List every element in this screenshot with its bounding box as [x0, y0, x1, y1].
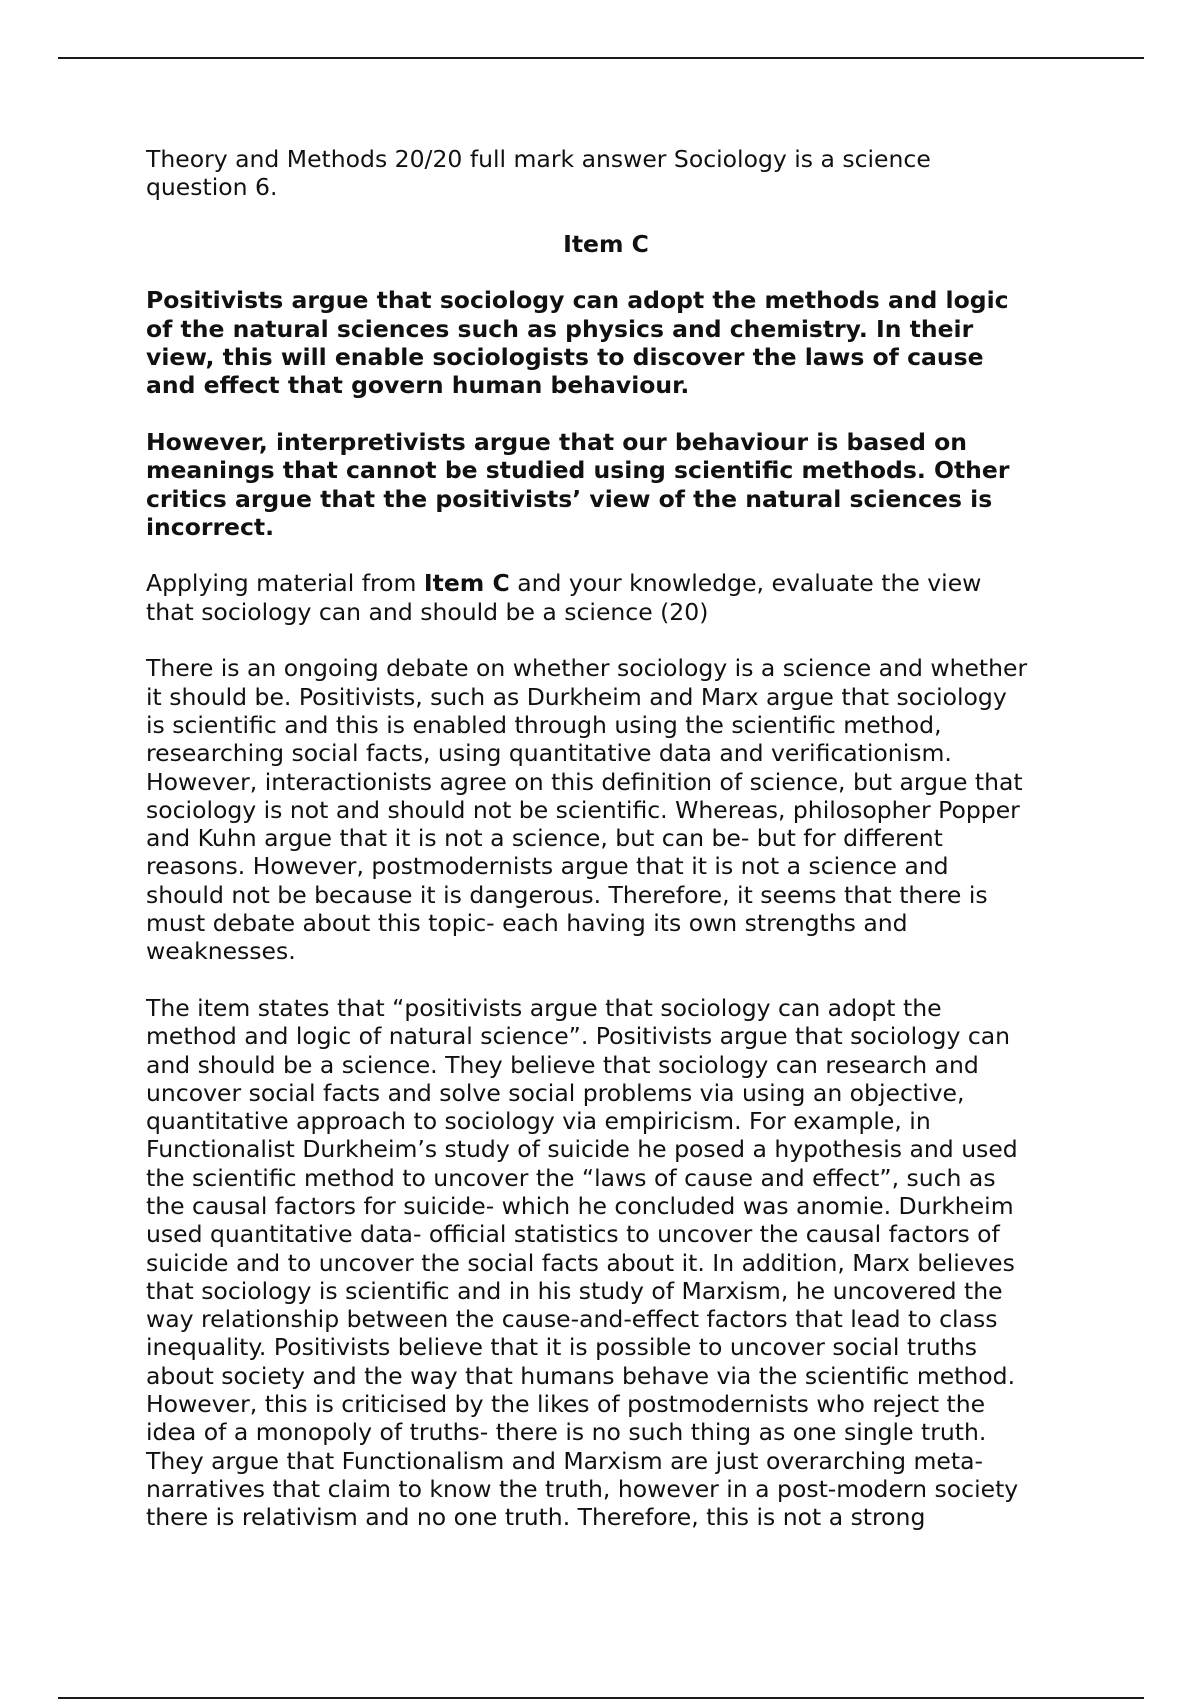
text-line: Theory and Methods 20/20 full mark answer Sociology is a science — [146, 145, 931, 173]
text-line: the scientific method to uncover the “laws of cause and effect”, such as — [146, 1163, 996, 1192]
text-line: meanings that cannot be studied using scientific methods. Other — [146, 456, 1010, 485]
answer-paragraph-2 — [146, 994, 1066, 1532]
text-line: of the natural sciences such as physics and chemistry. In their — [146, 314, 974, 343]
question-paragraph — [146, 569, 1066, 626]
text-line: The item states that “positivists argue that sociology can adopt the — [146, 993, 942, 1022]
text-line: There is an ongoing debate on whether sociology is a science and whether — [146, 654, 1028, 683]
text-line: and Kuhn argue that it is not a science, but can be- but for different — [146, 824, 943, 853]
text-line: weaknesses. — [146, 937, 296, 966]
text-line: suicide and to uncover the social facts about it. In addition, Marx believes — [146, 1248, 1015, 1277]
text-line: Positivists argue that sociology can adopt the methods and logic — [146, 286, 1009, 315]
text-line: way relationship between the cause-and-effect factors that lead to class — [146, 1305, 998, 1334]
text-line: However, interactionists agree on this definition of science, but argue that — [146, 767, 1023, 796]
text-line: incorrect. — [146, 512, 275, 541]
text-line: uncover social facts and solve social problems via using an objective, — [146, 1078, 965, 1107]
text-line: and effect that govern human behaviour. — [146, 371, 690, 400]
text-line: that sociology is scientific and in his study of Marxism, he uncovered the — [146, 1276, 1003, 1305]
text-line: there is relativism and no one truth. Therefore, this is not a strong — [146, 1503, 926, 1532]
question-text-before: Applying material from — [146, 569, 424, 598]
text-line: However, interpretivists argue that our behaviour is based on — [146, 427, 967, 456]
text-line: idea of a monopoly of truths- there is no such thing as one single truth. — [146, 1418, 987, 1447]
footer-rule — [58, 1697, 1144, 1699]
text-line: method and logic of natural science”. Positivists argue that sociology can — [146, 1022, 1011, 1051]
text-line: it should be. Positivists, such as Durkheim and Marx argue that sociology — [146, 682, 1007, 711]
text-line: and should be a science. They believe that sociology can research and — [146, 1050, 979, 1079]
text-line: is scientific and this is enabled through using the scientific method, — [146, 710, 942, 739]
text-line: quantitative approach to sociology via empiricism. For example, in — [146, 1107, 931, 1136]
text-line: used quantitative data- official statistics to uncover the causal factors of — [146, 1220, 1000, 1249]
text-line: should not be because it is dangerous. Therefore, it seems that there is — [146, 880, 988, 909]
text-line: view, this will enable sociologists to discover the laws of cause — [146, 343, 984, 372]
text-line: However, this is criticised by the likes of postmodernists who reject the — [146, 1390, 986, 1419]
text-line — [146, 569, 1066, 597]
question-item-reference: Item C — [423, 569, 510, 598]
text-line: that sociology can and should be a science (20) — [146, 597, 709, 626]
text-line: reasons. However, postmodernists argue that it is not a science and — [146, 852, 949, 881]
intro-paragraph — [146, 145, 1066, 202]
text-line: about society and the way that humans behave via the scientific method. — [146, 1361, 1016, 1390]
question-text-after: and your knowledge, evaluate the view — [509, 569, 982, 598]
answer-paragraph-1 — [146, 654, 1066, 965]
item-paragraph-2 — [146, 428, 1066, 541]
text-line: researching social facts, using quantitative data and verificationism. — [146, 739, 952, 768]
text-line: Functionalist Durkheim’s study of suicide he posed a hypothesis and used — [146, 1135, 1018, 1164]
text-line: question 6. — [146, 173, 278, 202]
text-line: inequality. Positivists believe that it is possible to uncover social truths — [146, 1333, 977, 1362]
item-heading: Item C — [563, 229, 649, 258]
text-line: the causal factors for suicide- which he concluded was anomie. Durkheim — [146, 1191, 1014, 1220]
header-rule — [58, 57, 1144, 59]
text-line: must debate about this topic- each having its own strengths and — [146, 909, 908, 938]
item-paragraph-1 — [146, 286, 1066, 399]
text-line: narratives that claim to know the truth, however in a post-modern society — [146, 1474, 1019, 1503]
text-line: critics argue that the positivists’ view of the natural sciences is — [146, 484, 993, 513]
text-line: sociology is not and should not be scientific. Whereas, philosopher Popper — [146, 795, 1020, 824]
text-line: They argue that Functionalism and Marxism are just overarching meta- — [146, 1446, 983, 1475]
document-body — [146, 145, 1066, 1560]
